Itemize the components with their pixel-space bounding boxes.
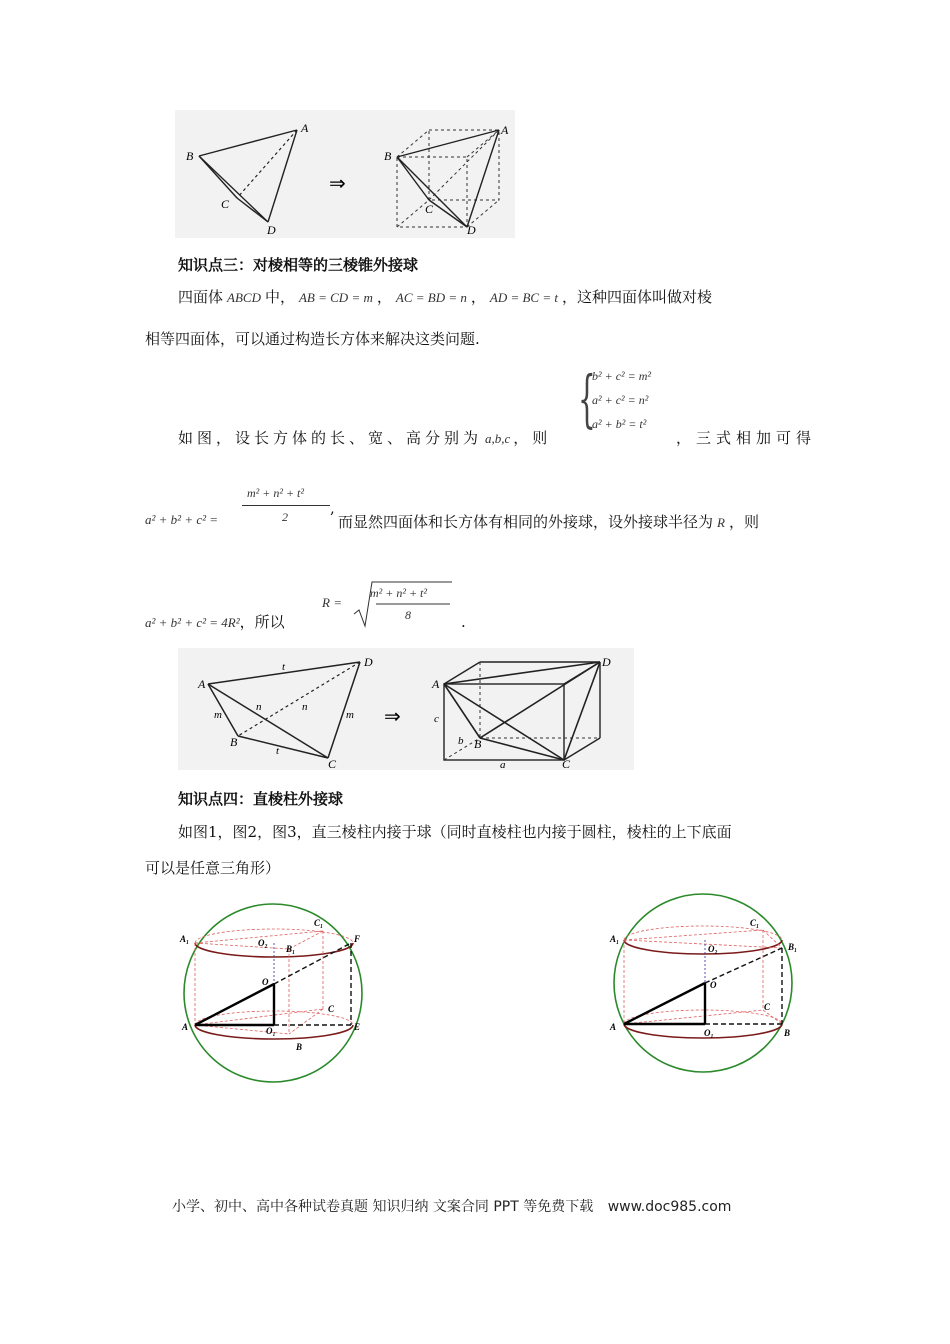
footer-text: 小学、初中、高中各种试卷真题 知识归纳 文案合同 PPT 等免费下载: [172, 1199, 594, 1215]
figure-sphere-prism-left: [168, 900, 374, 1090]
fig3-left-label-b: B: [296, 1042, 303, 1052]
s3-l5-text1: ，所以: [239, 613, 285, 631]
fig3-left-label-c: C: [328, 1004, 335, 1014]
fig1-arrow: ⇒: [329, 173, 346, 195]
s3-l4-text1: 而显然四面体和长方体有相同的外接球，设外接球半径为: [338, 513, 714, 531]
fig3-left-label-o: O: [262, 977, 269, 987]
footer: [172, 1196, 731, 1216]
equation-system: [578, 362, 678, 445]
fig2-right-label-b-edge: b: [458, 735, 464, 747]
fig3-left-label-c1: C₁: [314, 918, 324, 928]
fig3-right-label-b1: B₁: [788, 942, 798, 952]
figure-sphere-prism-right: [600, 890, 810, 1080]
equation-3: a² + b² = t²: [592, 417, 647, 431]
fig2-right-label-b: B: [474, 737, 482, 751]
fig3-right-label-a: A: [610, 1022, 617, 1032]
s3-l1-math-ab-cd: AB = CD = m: [298, 290, 373, 305]
figure-tetrahedron-to-cube: [175, 110, 515, 238]
fig1-left-label-a: A: [301, 121, 309, 135]
s3-l3-math-abc: a,b,c: [485, 431, 511, 446]
fig1-left-label-c: C: [221, 197, 230, 211]
fig1-left-label-b: B: [186, 149, 194, 163]
s3-l5-denominator: 8: [405, 608, 411, 622]
figure-tetrahedron-to-box: [178, 648, 634, 770]
fig2-arrow: ⇒: [384, 706, 401, 728]
fig2-right-label-c: C: [562, 757, 571, 770]
fig2-left-label-t-bottom: t: [276, 745, 280, 757]
section4-title: 知识点四：直棱柱外接球: [178, 790, 344, 808]
fig3-left-label-e: E: [354, 1022, 361, 1032]
s3-l5-end: .: [461, 613, 466, 631]
footer-url[interactable]: www.doc985.com: [607, 1199, 732, 1215]
s3-l5-r-eq: R =: [322, 595, 342, 610]
section3-line1: [178, 287, 712, 308]
fig1-right-label-b: B: [384, 149, 392, 163]
fig2-right-label-c-edge: c: [434, 713, 439, 725]
s3-l1-text1: 四面体: [178, 288, 224, 306]
equation-2: a² + c² = n²: [592, 393, 649, 407]
fig3-right-label-o: O: [710, 980, 717, 990]
s3-l4-numerator: m² + n² + t²: [247, 486, 304, 500]
section3-title: 知识点三：对棱相等的三棱锥外接球: [178, 256, 419, 274]
section3-line2: 相等四面体，可以通过构造长方体来解决这类问题.: [145, 330, 480, 348]
fig2-left-label-m-right: m: [346, 709, 354, 721]
s3-l4-lhs: a² + b² + c² =: [145, 512, 219, 527]
s3-l1-math-abcd: ABCD: [227, 290, 261, 305]
s3-l1-math-ac-bd: AC = BD = n: [395, 290, 467, 305]
s3-l4-fraction-bar: [242, 505, 330, 506]
equation-1: b² + c² = m²: [592, 369, 651, 383]
fig2-right-label-d: D: [602, 655, 611, 669]
s3-l1-math-ad-bc: AD = BC = t: [489, 290, 558, 305]
fig2-left-label-d: D: [364, 655, 373, 669]
section3-line4-text: [338, 512, 759, 533]
s3-l3-text1: 如图，设长方体的长、宽、高分别为: [178, 429, 483, 447]
fig3-left-label-a: A: [182, 1022, 189, 1032]
s3-l4-denominator: 2: [282, 510, 288, 524]
s3-l1-text4: ，: [470, 288, 486, 306]
fig3-left-label-a1: A₁: [180, 934, 190, 944]
fig3-left-label-f: F: [354, 934, 361, 944]
fig1-left-label-d: D: [267, 223, 276, 237]
fig1-right-label-d: D: [467, 223, 476, 237]
fig3-right-label-o2: O₂: [708, 944, 718, 954]
fig3-left-label-b1: B₁: [286, 944, 296, 954]
s3-l5-lhs: a² + b² + c² = 4R²: [145, 615, 240, 630]
s3-l5-numerator: m² + n² + t²: [370, 586, 427, 600]
brace: {: [578, 362, 596, 435]
fig2-left-label-c: C: [328, 757, 337, 770]
s3-l1-text5: ，这种四面体叫做对棱: [562, 288, 713, 306]
fig2-left-label-n-right: n: [302, 701, 308, 713]
section4-line2: 可以是任意三角形）: [145, 859, 281, 877]
fig3-left-label-o1: O₁: [266, 1026, 276, 1036]
fig3-left-label-o2: O₂: [258, 938, 268, 948]
fig2-left-label-m-left: m: [214, 709, 222, 721]
fig3-right-label-c1: C₁: [750, 918, 760, 928]
fig1-right-label-a: A: [501, 123, 509, 137]
fig1-right-label-c: C: [425, 202, 434, 216]
fig2-left-label-a: A: [198, 677, 206, 691]
s3-l3-text2: ，则: [513, 429, 552, 447]
section3-line3-left: [178, 428, 551, 449]
s3-l4-text2: ，则: [728, 513, 759, 531]
fig3-right-label-a1: A₁: [610, 934, 620, 944]
fig3-right-label-o1: O₁: [704, 1028, 714, 1038]
fig3-right-label-c: C: [764, 1002, 771, 1012]
section4-line1: 如图1，图2，图3，直三棱柱内接于球（同时直棱柱也内接于圆柱，棱柱的上下底面: [178, 823, 732, 841]
section3-line3-right: ，三式相加可得: [676, 429, 817, 447]
fig2-right-label-a-edge: a: [500, 759, 506, 770]
s3-l1-text3: ，: [376, 288, 392, 306]
s3-l4-math-r: R: [717, 515, 725, 530]
fig2-left-label-b: B: [230, 735, 238, 749]
fig2-right-label-a: A: [432, 677, 440, 691]
s3-l4-comma: ,: [330, 499, 335, 517]
fig2-left-label-n-left: n: [256, 701, 262, 713]
fig2-left-label-t-top: t: [282, 661, 286, 673]
fig3-right-label-b: B: [784, 1028, 791, 1038]
section3-line5: [145, 612, 285, 633]
s3-l1-text2: 中，: [264, 288, 295, 306]
